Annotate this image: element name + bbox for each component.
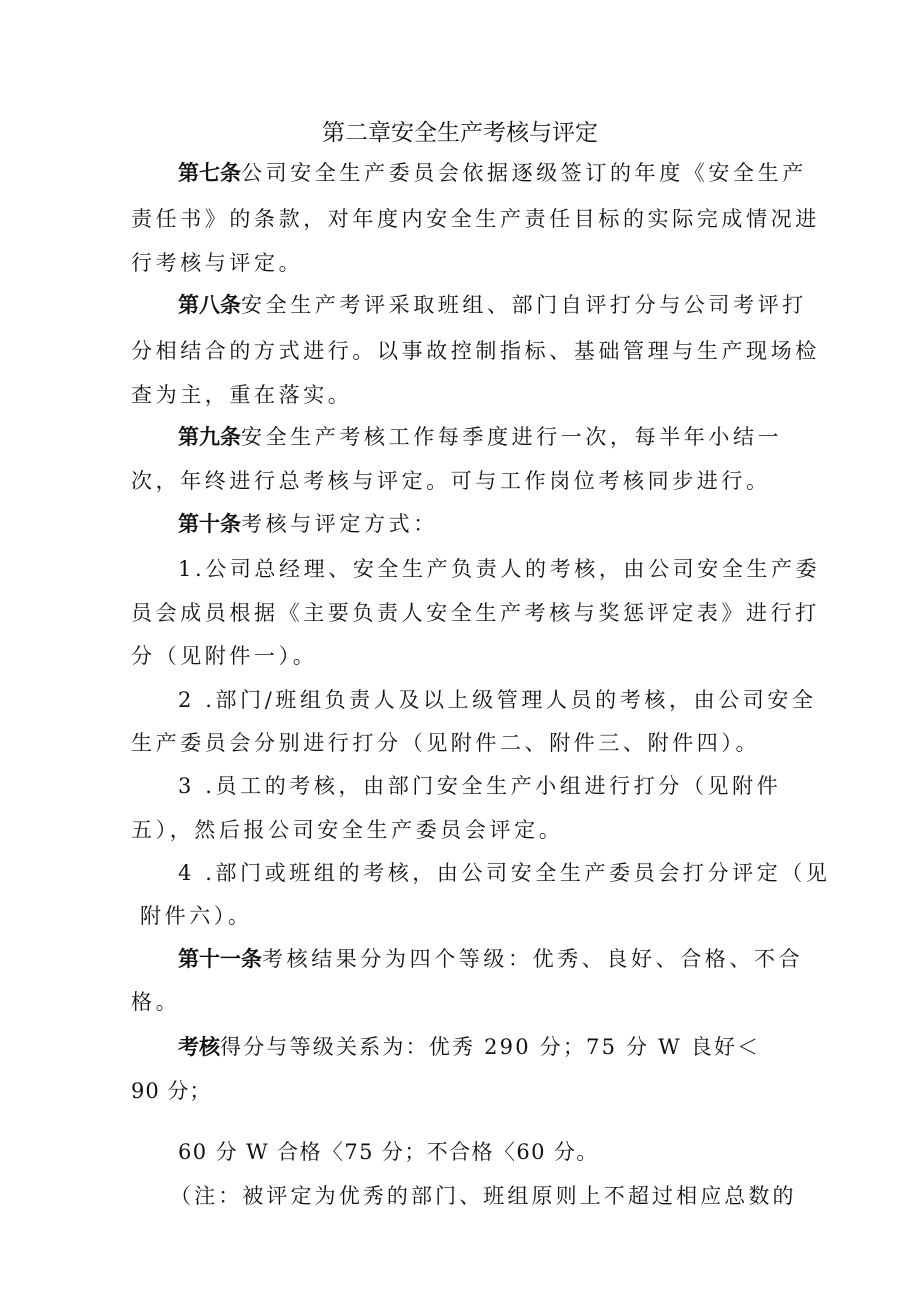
article-10-label: 第十条 [178, 512, 241, 536]
grade-label: 考核 [178, 1035, 220, 1059]
grade-line-2: 90 分； [131, 1079, 212, 1103]
note-line-1: （注：被评定为优秀的部门、班组原则上不超过相应总数的 [170, 1184, 797, 1208]
article-8-label: 第八条 [178, 293, 241, 317]
article-7-label: 第七条 [178, 161, 241, 185]
article-7-line-1 [178, 158, 807, 188]
grade-line-1 [178, 1032, 760, 1062]
article-11-line-2: 格。 [131, 990, 181, 1014]
item-3-line-1: 3 .员工的考核，由部门安全生产小组进行打分（见附件 [178, 774, 782, 798]
article-7-line-3: 行考核与评定。 [131, 251, 304, 275]
chapter-title: 第二章安全生产考核与评定 [322, 120, 598, 146]
item-1-line-2: 员会成员根据《主要负责人安全生产考核与奖惩评定表》进行打 [131, 601, 820, 625]
article-9-label: 第九条 [178, 425, 241, 449]
article-11-line-1 [178, 944, 803, 974]
item-1-line-1: 1.公司总经理、安全生产负责人的考核，由公司安全生产委 [178, 557, 821, 581]
article-10-line-1 [178, 509, 438, 539]
article-8-line-1 [178, 290, 807, 320]
article-11-text-1: 考核结果分为四个等级：优秀、良好、合格、不合 [262, 947, 804, 971]
article-8-text-1: 安全生产考评采取班组、部门自评打分与公司考评打 [241, 293, 807, 317]
item-1-line-3: 分（见附件一）。 [131, 644, 318, 668]
article-7-text-1: 公司安全生产委员会依据逐级签订的年度《安全生产 [241, 161, 807, 185]
item-3-line-2: 五），然后报公司安全生产委员会评定。 [131, 818, 564, 842]
article-9-line-1 [178, 422, 782, 452]
article-8-line-3: 查为主，重在落实。 [131, 383, 353, 407]
item-4-line-1: 4 .部门或班组的考核，由公司安全生产委员会打分评定（见 [178, 861, 831, 885]
article-7-line-2: 责任书》的条款，对年度内安全生产责任目标的实际完成情况进 [131, 207, 820, 231]
grade-line-3: 60 分 W 合格〈75 分；不合格〈60 分。 [178, 1140, 599, 1164]
article-9-text-1: 安全生产考核工作每季度进行一次，每半年小结一 [241, 425, 783, 449]
article-8-line-2: 分相结合的方式进行。以事故控制指标、基础管理与生产现场检 [131, 339, 820, 363]
item-2-line-1: 2 .部门/班组负责人及以上级管理人员的考核，由公司安全 [178, 688, 817, 712]
item-2-line-2: 生产委员会分别进行打分（见附件二、附件三、附件四）。 [131, 731, 761, 755]
article-9-line-2: 次，年终进行总考核与评定。可与工作岗位考核同步进行。 [131, 469, 771, 493]
article-11-label: 第十一条 [178, 947, 262, 971]
grade-text-1: 得分与等级关系为：优秀 290 分；75 分 W 良好＜ [220, 1035, 761, 1059]
item-4-line-2: 附件六）。 [140, 904, 253, 928]
article-10-text-1: 考核与评定方式： [241, 512, 438, 536]
